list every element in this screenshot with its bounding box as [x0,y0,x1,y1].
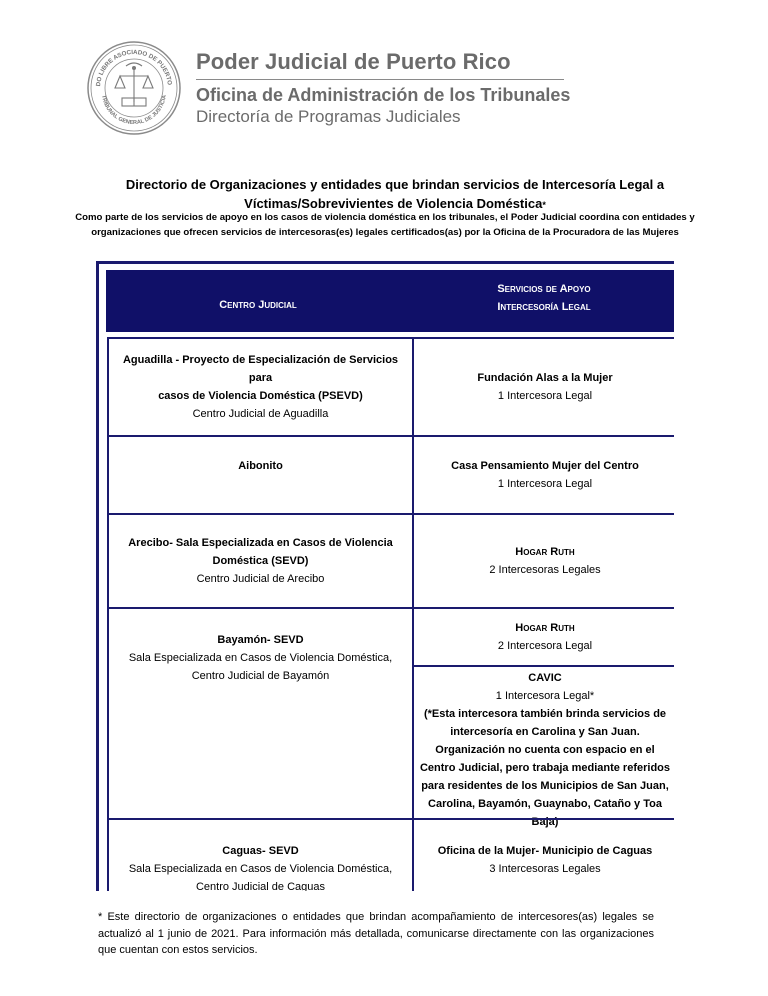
center-name-line: Doméstica (SEVD) [212,555,309,567]
service-org: Hogar Ruth [515,546,575,558]
service-org: Oficina de la Mujer- Municipio de Caguas [437,845,653,857]
center-name-line: Aguadilla - Proyecto de Especialización de Servicios para [122,354,399,384]
service-org: Hogar Ruth [515,622,575,634]
center-subtitle: Centro Judicial de Caguas [195,881,326,891]
directory-table [96,261,674,891]
directorate-name: Directoría de Programas Judiciales [196,107,461,126]
title-marker: * [542,200,546,210]
note-line: para residentes de los Municipios de San Juan, [421,780,669,792]
service-count: 2 Intercesora Legal [497,640,593,652]
table-row-bayamon-center [107,607,414,820]
center-subtitle: Centro Judicial de Bayamón [191,670,330,682]
intro-line-2: organizaciones que ofrecen servicios de intercesoras(es) legales certificados(as) por la Oficina de la Procuradora de las Mujeres [91,226,679,238]
note-line: Organización no cuenta con espacio en el [435,744,655,756]
table-header-row [106,270,674,332]
header-centro-judicial: Centro Judicial [219,299,297,311]
center-subtitle: Sala Especializada en Casos de Violencia Doméstica, [128,652,393,664]
service-org: Casa Pensamiento Mujer del Centro [451,460,639,472]
service-note [420,705,670,831]
table-row-aibonito-service [412,435,674,515]
table-row-aguadilla-center [107,337,414,437]
note-line: intercesoría en Carolina y San Juan. [450,726,640,738]
center-subtitle: Centro Judicial de Aguadilla [192,408,329,420]
center-name-line: Bayamón- SEVD [217,634,304,646]
center-name-line: casos de Violencia Doméstica (PSEVD) [158,390,363,402]
letterhead-divider [196,79,564,80]
note-line: (*Esta intercesora también brinda servicios de [423,708,667,720]
footnote: * Este directorio de organizaciones o entidades que brindan acompañamiento de intercesores(as) legales se actualizó al 1 junio de 2021. Para información más detallada, comunicarse directamente con las organizaciones que cuentan con estos servicios. [98,911,654,956]
table-row-bayamon-service-2 [412,665,674,828]
title-line-2-text: Víctimas/Sobrevivientes de Violencia Doméstica [244,196,543,211]
service-count: 1 Intercesora Legal [497,478,593,490]
title-line-1: Directorio de Organizaciones y entidades que brindan servicios de Intercesoría Legal a [125,177,665,192]
header-servicios-line-2: Intercesoría Legal [497,301,591,313]
center-name-line: Caguas- SEVD [222,845,299,857]
seal-text-bottom: TRIBUNAL GENERAL DE JUSTICIA [100,94,168,127]
judicial-seal-logo [86,40,182,136]
office-name: Oficina de Administración de los Tribunales [196,85,571,105]
service-count: 2 Intercesoras Legales [489,564,601,576]
center-subtitle: Sala Especializada en Casos de Violencia Doméstica, [128,863,393,875]
intro-line-1: Como parte de los servicios de apoyo en los casos de violencia doméstica en los tribunales, el Poder Judicial coordina con entidades y [75,212,695,223]
seal-text-top: DO LIBRE ASOCIADO DE PUERTO [94,48,173,87]
table-row-caguas-center [107,818,414,891]
service-org: Fundación Alas a la Mujer [477,372,613,384]
table-row-aguadilla-service [412,337,674,437]
table-row-arecibo-center [107,513,414,609]
organization-name: Poder Judicial de Puerto Rico [196,49,511,74]
service-count: 3 Intercesoras Legales [489,863,601,875]
table-row-caguas-service [412,818,674,891]
center-name-line: Aibonito [238,460,283,472]
table-row-aibonito-center [107,435,414,515]
note-line: Baja) [531,816,559,828]
service-count: 1 Intercesora Legal [497,390,593,402]
table-row-bayamon-service-1 [412,607,674,667]
service-count: 1 Intercesora Legal* [495,690,595,702]
center-subtitle: Centro Judicial de Arecibo [196,573,325,585]
header-servicios-line-1: Servicios de Apoyo [497,283,591,295]
header-servicios [410,270,674,332]
document-title [40,175,750,215]
letterhead [196,48,571,128]
table-row-arecibo-service [412,513,674,609]
document-intro [30,211,740,240]
center-name-line: Arecibo- Sala Especializada en Casos de Violencia [128,537,393,549]
service-org: CAVIC [528,672,562,684]
note-line: Carolina, Bayamón, Guaynabo, Cataño y Toa [428,798,662,810]
note-line: Centro Judicial, pero trabaja mediante referidos [419,762,670,774]
